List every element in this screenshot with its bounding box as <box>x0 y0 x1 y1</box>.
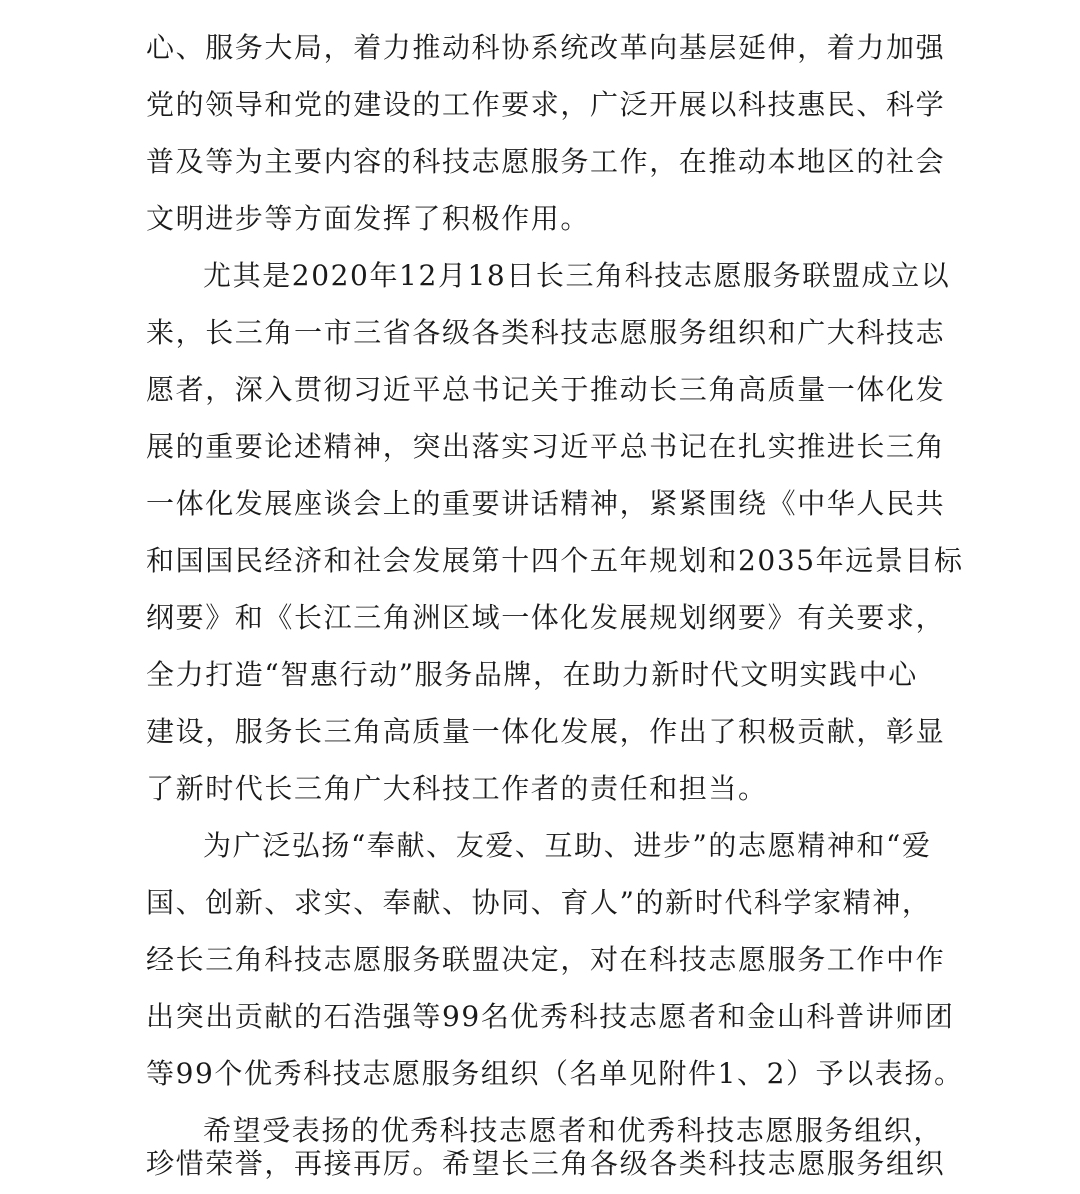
text-line-4: 文明进步等方面发挥了积极作用。 <box>146 202 591 235</box>
text-line-18: 出突出贡献的石浩强等99名优秀科技志愿者和金山科普讲师团 <box>146 1000 955 1033</box>
paragraph-2-line-1: 尤其是2020年12月18日长三角科技志愿服务联盟成立以 <box>203 259 951 292</box>
paragraph-4-line-1: 希望受表扬的优秀科技志愿者和优秀科技志愿服务组织， <box>203 1114 944 1147</box>
text-line-8: 展的重要论述精神，突出落实习近平总书记在扎实推进长三角 <box>146 430 946 463</box>
text-line-1: 心、服务大局，着力推动科协系统改革向基层延伸，着力加强 <box>146 31 946 64</box>
text-line-13: 建设，服务长三角高质量一体化发展，作出了积极贡献，彰显 <box>146 715 946 748</box>
text-line-10: 和国国民经济和社会发展第十四个五年规划和2035年远景目标 <box>146 544 964 577</box>
text-line-3: 普及等为主要内容的科技志愿服务工作，在推动本地区的社会 <box>146 145 946 178</box>
text-line-9: 一体化发展座谈会上的重要讲话精神，紧紧围绕《中华人民共 <box>146 487 946 520</box>
paragraph-3-line-1: 为广泛弘扬“奉献、友爱、互助、进步”的志愿精神和“爱 <box>203 829 932 862</box>
text-line-6: 来，长三角一市三省各级各类科技志愿服务组织和广大科技志 <box>146 316 946 349</box>
text-line-19: 等99个优秀科技志愿服务组织（名单见附件1、2）予以表扬。 <box>146 1057 964 1090</box>
text-line-12: 全力打造“智惠行动”服务品牌，在助力新时代文明实践中心 <box>146 658 918 691</box>
text-line-17: 经长三角科技志愿服务联盟决定，对在科技志愿服务工作中作 <box>146 943 946 976</box>
text-line-11: 纲要》和《长江三角洲区域一体化发展规划纲要》有关要求， <box>146 601 946 634</box>
text-line-7: 愿者，深入贯彻习近平总书记关于推动长三角高质量一体化发 <box>146 373 946 406</box>
text-line-14: 了新时代长三角广大科技工作者的责任和担当。 <box>146 772 768 805</box>
text-line-21: 珍惜荣誉，再接再厉。希望长三角各级各类科技志愿服务组织 <box>146 1147 946 1180</box>
text-line-2: 党的领导和党的建设的工作要求，广泛开展以科技惠民、科学 <box>146 88 946 121</box>
text-line-16: 国、创新、求实、奉献、协同、育人”的新时代科学家精神， <box>146 886 932 919</box>
